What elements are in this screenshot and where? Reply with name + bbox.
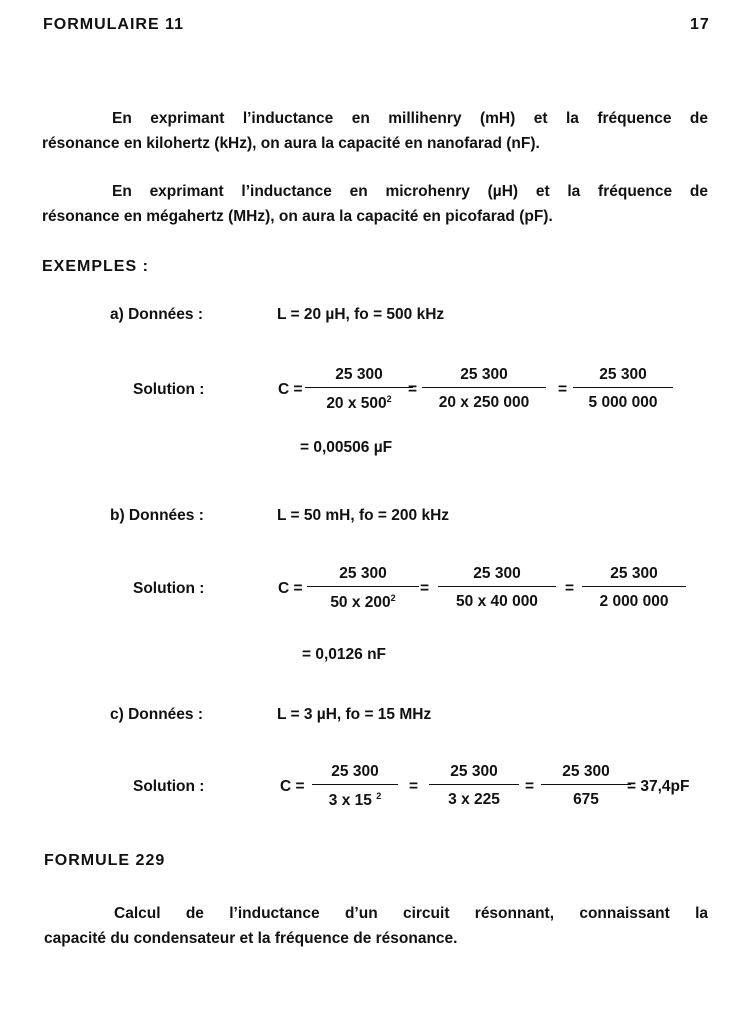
numerator: 25 300 [562, 763, 610, 780]
numerator: 25 300 [610, 565, 658, 582]
numerator: 25 300 [339, 565, 387, 582]
numerator: 25 300 [473, 565, 521, 582]
example-a-equals: = [408, 381, 418, 398]
exponent: 2 [390, 593, 396, 603]
example-c-equals: = [525, 778, 535, 795]
example-c-fraction-1 [312, 763, 398, 810]
example-b-equals: = [420, 580, 430, 597]
example-a-c-equals: C = [278, 381, 303, 398]
numerator: 25 300 [460, 366, 508, 383]
exponent: 2 [376, 791, 382, 801]
closing-paragraph [44, 901, 708, 951]
denominator: 20 x 250 000 [438, 394, 530, 411]
example-c-fraction-2 [429, 763, 519, 809]
example-a-result: = 0,00506 µF [300, 439, 393, 456]
paragraph-line: résonance en mégahertz (MHz), on aura la capacité en picofarad (pF). [42, 208, 553, 225]
paragraph-line: capacité du condensateur et la fréquence de résonance. [44, 930, 458, 947]
example-b-result: = 0,0126 nF [302, 646, 387, 663]
denominator: 50 x 40 000 [456, 593, 538, 610]
paragraph-line: Calcul de l’inductance d’un circuit résonnant, connaissant la [114, 905, 708, 922]
exponent: 2 [386, 394, 392, 404]
intro-paragraph-2 [42, 179, 708, 229]
paragraph-line: résonance en kilohertz (kHz), on aura la capacité en nanofarad (nF). [42, 135, 540, 152]
numerator: 25 300 [599, 366, 647, 383]
numerator: 25 300 [331, 763, 379, 780]
numerator: 25 300 [335, 366, 383, 383]
running-header: FORMULAIRE 11 [43, 16, 185, 33]
example-a-equals: = [558, 381, 568, 398]
example-c-equals: = [409, 778, 419, 795]
example-b-c-equals: C = [278, 580, 303, 597]
example-c-label: c) Données : [110, 706, 204, 723]
paragraph-line: En exprimant l’inductance en microhenry (µH) et la fréquence de [112, 183, 708, 200]
denominator: 50 x $200^2$ [330, 593, 396, 611]
example-c-result: = 37,4pF [627, 778, 690, 795]
numerator: 25 300 [450, 763, 498, 780]
example-a-fraction-3 [573, 366, 673, 412]
denominator: 20 x $500^2$ [326, 394, 392, 412]
denominator: 3 x 225 [448, 791, 500, 808]
example-b-label: b) Données : [110, 507, 204, 524]
intro-paragraph-1 [42, 106, 708, 156]
example-a-fraction-2 [422, 366, 546, 412]
example-c-solution-label: Solution : [133, 778, 205, 795]
denominator: 5 000 000 [588, 394, 658, 411]
example-b-fraction-2 [438, 565, 556, 611]
denominator: 3 x 15 $^2$ [328, 791, 382, 809]
example-b-fraction-3 [582, 565, 686, 611]
example-a-solution-label: Solution : [133, 381, 205, 398]
example-b-givens: L = 50 mH, fo = 200 kHz [277, 507, 450, 524]
denominator: 2 000 000 [599, 593, 669, 610]
example-a-givens: L = 20 µH, fo = 500 kHz [277, 306, 445, 323]
page-number: 17 [690, 16, 710, 33]
paragraph-line: En exprimant l’inductance en millihenry (mH) et la fréquence de [112, 110, 708, 127]
example-b-solution-label: Solution : [133, 580, 205, 597]
example-c-fraction-3 [541, 763, 631, 809]
example-c-givens: L = 3 µH, fo = 15 MHz [277, 706, 432, 723]
example-b-equals: = [565, 580, 575, 597]
example-c-c-equals: C = [280, 778, 305, 795]
example-b-fraction-1 [307, 565, 419, 612]
formula-heading: FORMULE 229 [44, 852, 166, 869]
example-a-label: a) Données : [110, 306, 204, 323]
example-a-fraction-1 [305, 366, 413, 413]
denominator: 675 [573, 791, 599, 808]
examples-heading: EXEMPLES : [42, 258, 149, 275]
